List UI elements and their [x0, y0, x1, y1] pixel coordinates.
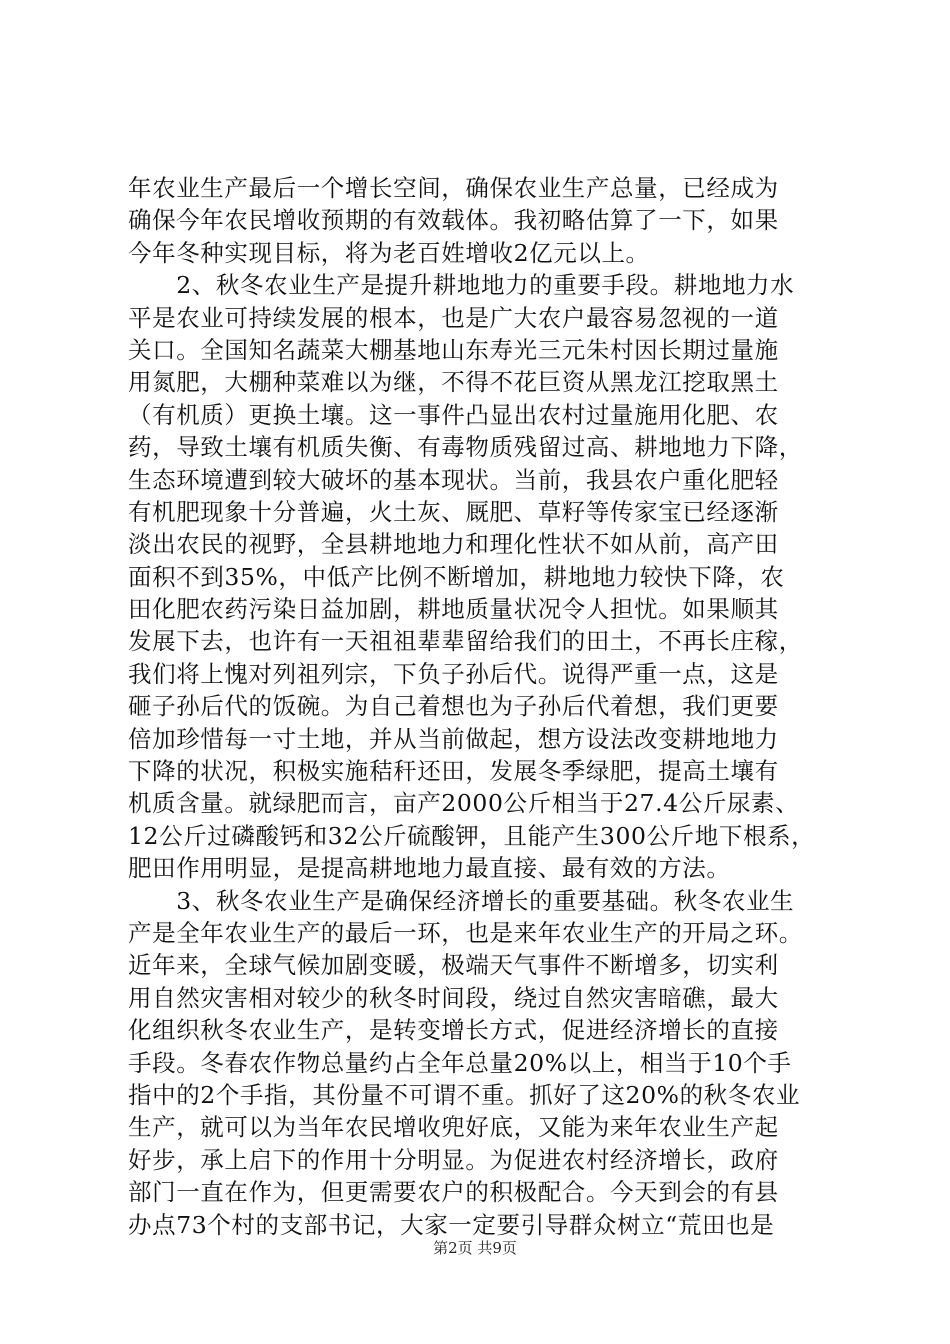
text-line: 肥田作用明显，是提高耕地地力最直接、最有效的方法。: [128, 854, 731, 883]
text-line: （有机质）更换土壤。这一事件凸显出农村过量施用化肥、农: [128, 400, 779, 429]
text-line: 发展下去，也许有一天祖祖辈辈留给我们的田土，不再长庄稼，: [128, 627, 803, 656]
text-line: 有机肥现象十分普遍，火土灰、厩肥、草籽等传家宝已经逐渐: [128, 497, 779, 526]
text-line: 近年来，全球气候加剧变暖，极端天气事件不断增多，切实利: [128, 951, 779, 980]
text-line: 产是全年农业生产的最后一环，也是来年农业生产的开局之环。: [128, 918, 803, 947]
text-line: 2、秋冬农业生产是提升耕地地力的重要手段。耕地地力水: [128, 271, 795, 300]
text-line: 用氮肥，大棚种菜难以为继，不得不花巨资从黑龙江挖取黑土: [128, 368, 779, 397]
text-line: 化组织秋冬农业生产，是转变增长方式，促进经济增长的直接: [128, 1016, 779, 1045]
text-line: 好步，承上启下的作用十分明显。为促进农村经济增长，政府: [128, 1145, 779, 1174]
text-line: 田化肥农药污染日益加剧，耕地质量状况令人担忧。如果顺其: [128, 595, 779, 624]
text-line: 指中的2个手指，其份量不可谓不重。抓好了这20%的秋冬农业: [128, 1080, 801, 1109]
text-line: 砸子孙后代的饭碗。为自己着想也为子孙后代着想，我们更要: [128, 692, 779, 721]
text-line: 今年冬种实现目标，将为老百姓增收2亿元以上。: [128, 238, 650, 267]
text-line: 关口。全国知名蔬菜大棚基地山东寿光三元朱村因长期过量施: [128, 335, 779, 364]
text-line: 药，导致土壤有机质失衡、有毒物质残留过高、耕地地力下降，: [128, 433, 803, 462]
text-line: 面积不到35%，中低产比例不断增加，耕地地力较快下降，农: [128, 562, 785, 591]
text-line: 机质含量。就绿肥而言，亩产2000公斤相当于27.4公斤尿素、: [128, 789, 800, 818]
text-line: 部门一直在作为，但更需要农户的积极配合。今天到会的有县: [128, 1178, 779, 1207]
text-line: 手段。冬春农作物总量约占全年总量20%以上，相当于10个手: [128, 1048, 792, 1077]
text-line: 下降的状况，积极实施秸秆还田，发展冬季绿肥，提高土壤有: [128, 757, 779, 786]
text-line: 用自然灾害相对较少的秋冬时间段，绕过自然灾害暗礁，最大: [128, 983, 779, 1012]
text-line: 生产，就可以为当年农民增收兜好底，又能为来年农业生产起: [128, 1113, 779, 1142]
text-line: 生态环境遭到较大破坏的基本现状。当前，我县农户重化肥轻: [128, 465, 779, 494]
text-line: 确保今年农民增收预期的有效载体。我初略估算了一下，如果: [128, 206, 779, 235]
text-line: 3、秋冬农业生产是确保经济增长的重要基础。秋冬农业生: [128, 886, 795, 915]
text-line: 倍加珍惜每一寸土地，并从当前做起，想方设法改变耕地地力: [128, 724, 779, 753]
text-line: 我们将上愧对列祖列宗，下负子孙后代。说得严重一点，这是: [128, 659, 779, 688]
text-line: 办点73个村的支部书记，大家一定要引导群众树立“荒田也是: [128, 1210, 775, 1239]
text-line: 淡出农民的视野，全县耕地地力和理化性状不如从前，高产田: [128, 530, 779, 559]
text-line: 年农业生产最后一个增长空间，确保农业生产总量，已经成为: [128, 174, 779, 202]
body-text: [128, 172, 831, 1241]
text-line: 12公斤过磷酸钙和32公斤硫酸钾，且能产生300公斤地下根系，: [128, 821, 816, 850]
page-number-footer: 第2页 共9页: [433, 1239, 517, 1257]
text-line: 平是农业可持续发展的根本，也是广大农户最容易忽视的一道: [128, 303, 779, 332]
